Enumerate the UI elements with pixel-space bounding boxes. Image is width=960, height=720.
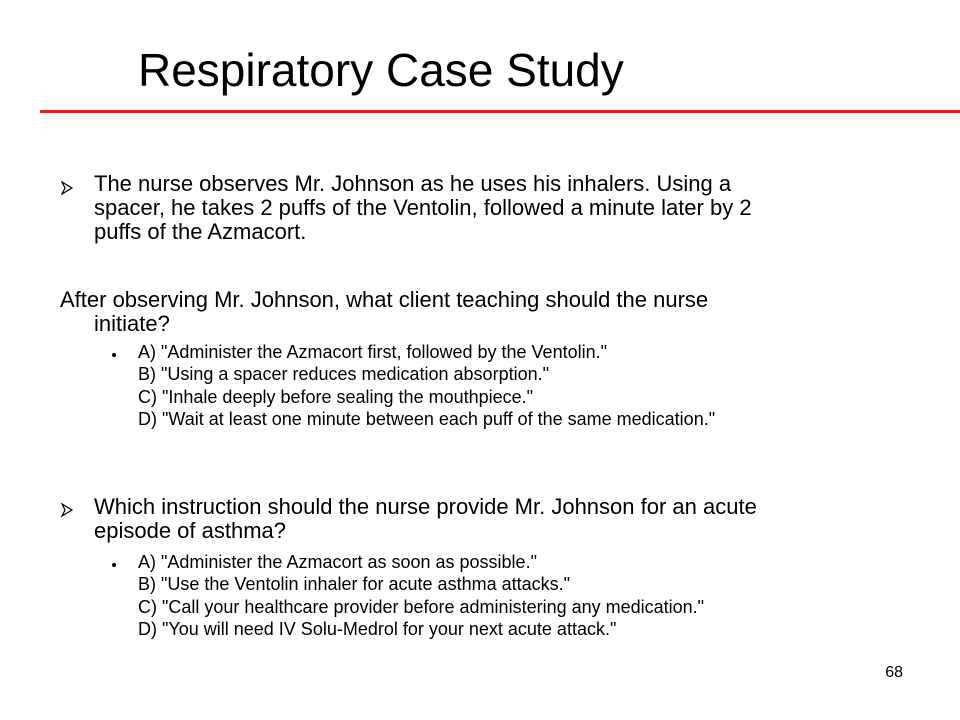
option-bullet-icon [112, 563, 116, 567]
question1-line-2: initiate? [94, 311, 170, 336]
question2-option-b: B) "Use the Ventolin inhaler for acute asthma attacks." [138, 574, 570, 594]
question1-line-1: After observing Mr. Johnson, what client teaching should the nurse [60, 287, 709, 312]
observation-line-2: spacer, he takes 2 puffs of the Ventolin, followed a minute later by 2 [94, 195, 752, 220]
question1-option-d: D) "Wait at least one minute between each puff of the same medication." [138, 409, 716, 429]
slide-title: Respiratory Case Study [138, 44, 624, 96]
question2-line-1: Which instruction should the nurse provide Mr. Johnson for an acute [94, 494, 757, 519]
question2-option-d: D) "You will need IV Solu-Medrol for your next acute attack." [138, 619, 617, 639]
question1-option-b: B) "Using a spacer reduces medication absorption." [138, 364, 549, 384]
arrow-bullet-icon [60, 503, 74, 517]
question2-option-a: A) "Administer the Azmacort as soon as possible." [138, 552, 537, 572]
observation-line-3: puffs of the Azmacort. [94, 219, 307, 244]
question2-option-c: C) "Call your healthcare provider before administering any medication." [138, 597, 705, 617]
page-number: 68 [885, 664, 903, 681]
option-bullet-icon [112, 353, 116, 357]
arrow-bullet-icon [60, 181, 74, 195]
question1-option-a: A) "Administer the Azmacort first, followed by the Ventolin." [138, 342, 607, 362]
title-divider [40, 110, 960, 113]
question2-line-2: episode of asthma? [94, 518, 287, 543]
observation-line-1: The nurse observes Mr. Johnson as he uses his inhalers. Using a [94, 171, 732, 196]
question1-option-c: C) "Inhale deeply before sealing the mouthpiece." [138, 387, 534, 407]
